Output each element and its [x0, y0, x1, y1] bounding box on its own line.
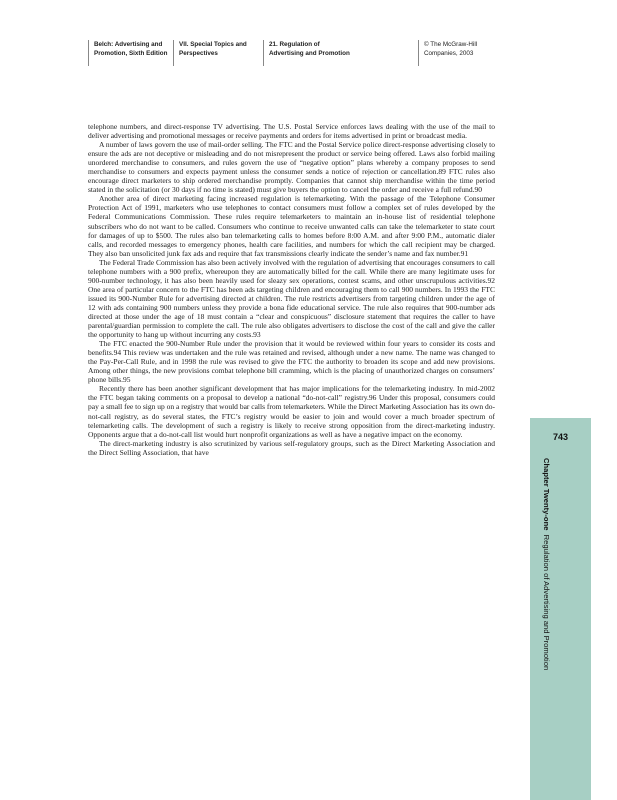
- page-number: 743: [552, 432, 569, 442]
- header-book-title: Belch: Advertising and Promotion, Sixth Edition: [88, 40, 173, 66]
- paragraph: The Federal Trade Commission has also been actively involved with the regulation of advertising that encourages consumers to call telephone numbers with a 900 prefix, whereupon they are automatically billed for the call. While there are many legitimate uses for 900-number technology, it has also been heavily used for sleazy sex operations, contest scams, and other unscrupulous activities.92 One area of particular concern to the FTC has been ads targeting children and encouraging them to call 900 numbers. In 1993 the FTC issued its 900-Number Rule for advertising directed at children. The rule restricts advertisers from targeting children under the age of 12 with ads containing 900 numbers unless they provide a bona fide educational service. The rule also requires that 900-number ads directed at those under the age of 18 must contain a “clear and conspicuous” disclosure statement that requires the caller to have parental/guardian permission to complete the call. The rule also obligates advertisers to disclose the cost of the call and give the caller the opportunity to hang up without incurring any costs.93: [88, 257, 495, 340]
- chapter-tab: [530, 418, 591, 800]
- chapter-title: Regulation of Advertising and Promotion: [542, 534, 551, 671]
- chapter-running-title: [542, 458, 551, 670]
- paragraph: Recently there has been another significant development that has major implications for the telemarketing industry. In mid-2002 the FTC began taking comments on a proposal to develop a national “do-not-call” registry.96 Under this proposal, consumers could pay a small fee to sign up on a registry that would bar calls from telemarketers. While the Direct Marketing Association has its own do-not-call registry, as do several states, the FTC’s registry would be easier to join and would cover a much broader spectrum of telemarketing calls. The development of such a registry is likely to receive strong opposition from the direct-marketing industry. Opponents argue that a do-not-call list would hurt nonprofit organizations as well as have a negative impact on the economy.: [88, 384, 495, 439]
- paragraph: A number of laws govern the use of mail-order selling. The FTC and the Postal Service police direct-response advertising closely to ensure the ads are not deceptive or misleading and do not misrepresent the product or service being offered. Laws also forbid mailing unordered merchandise to consumers, and rules govern the use of “negative option” plans whereby a company proposes to send merchandise to consumers and expects payment unless the consumer sends a notice of rejection or cancellation.89 FTC rules also encourage direct marketers to ship ordered merchandise promptly. Companies that cannot ship merchandise within the time period stated in the solicitation (or 30 days if no time is stated) must give buyers the option to cancel the order and receive a full refund.90: [88, 140, 495, 195]
- header-part-title: VII. Special Topics and Perspectives: [173, 40, 263, 66]
- paragraph: The direct-marketing industry is also scrutinized by various self-regulatory groups, such as the Direct Marketing Association and the Direct Selling Association, that have: [88, 438, 495, 457]
- header-copyright: © The McGraw-Hill Companies, 2003: [418, 40, 513, 66]
- paragraph: Another area of direct marketing facing increased regulation is telemarketing. With the passage of the Telephone Consumer Protection Act of 1991, marketers who use telephones to contact consumers must follow a complex set of rules developed by the Federal Communications Commission. These rules require telemarketers to maintain an in-house list of residential telephone subscribers who do not want to be called. Consumers who continue to receive unwanted calls can take the telemarketer to state court for damages of up to $500. The rules also ban telemarketing calls to homes before 8:00 A.M. and after 9:00 P.M., automatic dialer calls, and recorded messages to emergency phones, health care facilities, and numbers for which the call recipient may be charged. They also ban unsolicited junk fax ads and require that fax transmissions clearly indicate the sender’s name and fax number.91: [88, 194, 495, 258]
- paragraph: The FTC enacted the 900-Number Rule under the provision that it would be reviewed within four years to consider its costs and benefits.94 This review was undertaken and the rule was retained and revised, although under a new name. The name was changed to the Pay-Per-Call Rule, and in 1998 the rule was revised to give the FTC the authority to broaden its scope and add new provisions. Among other things, the new provisions combat telephone bill cramming, which is the placing of unauthorized charges on consumers’ phone bills.95: [88, 339, 495, 385]
- chapter-label: Chapter Twenty-one: [542, 458, 551, 531]
- body-text: [88, 122, 495, 457]
- paragraph: telephone numbers, and direct-response TV advertising. The U.S. Postal Service enforces laws dealing with the use of the mail to deliver advertising and promotional messages or receive payments and orders for items advertised in print or broadcast media.: [88, 122, 495, 141]
- header-chapter-title: 21. Regulation of Advertising and Promotion: [263, 40, 418, 66]
- running-header: [88, 40, 508, 66]
